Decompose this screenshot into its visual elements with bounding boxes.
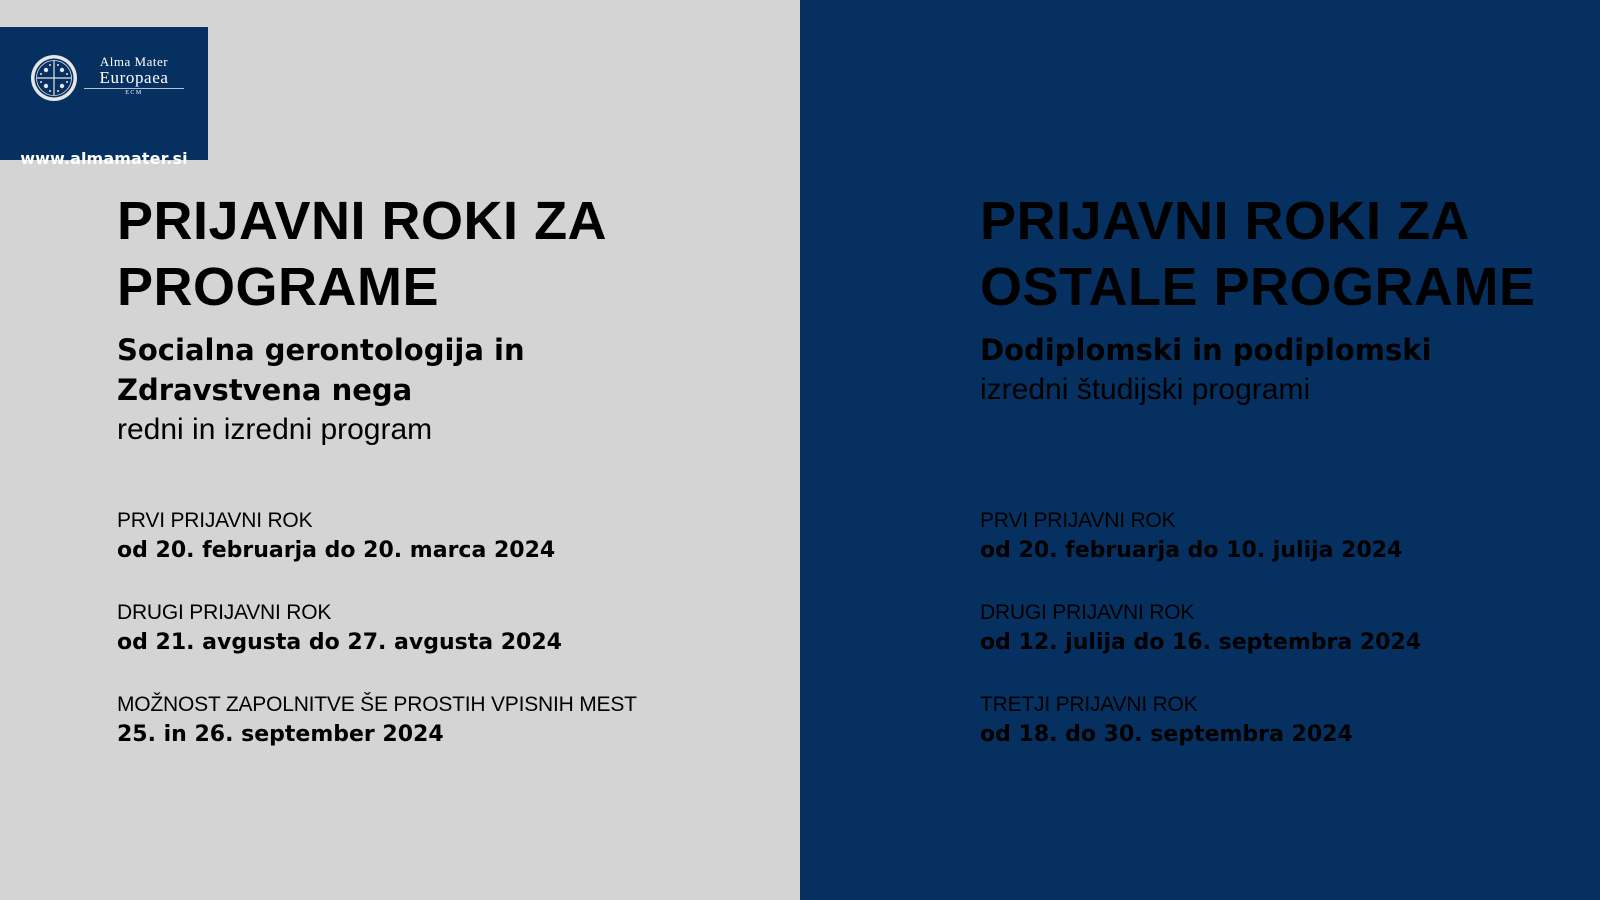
right-heading-block bbox=[980, 188, 1580, 410]
right-subtitle-line-1: Dodiplomski in podiplomski bbox=[980, 333, 1432, 367]
right-title-line-2: OSTALE PROGRAME bbox=[980, 257, 1536, 317]
right-title-line-1: PRIJAVNI ROKI ZA bbox=[980, 191, 1471, 251]
deadline-item bbox=[117, 506, 637, 598]
logo-wordmark bbox=[84, 55, 184, 98]
logo-block[interactable] bbox=[0, 27, 208, 168]
deadline-date: od 18. do 30. septembra 2024 bbox=[980, 722, 1353, 747]
deadline-date: od 12. julija do 16. septembra 2024 bbox=[980, 630, 1422, 655]
deadline-date: od 20. februarja do 10. julija 2024 bbox=[980, 538, 1403, 563]
logo-line-2: Europaea bbox=[84, 69, 184, 89]
left-title-line-2: PROGRAME bbox=[117, 257, 440, 317]
left-subtitle-light: redni in izredni program bbox=[117, 413, 433, 446]
deadline-item bbox=[980, 506, 1421, 598]
left-heading-block bbox=[117, 188, 757, 450]
logo-line-3: ECM bbox=[125, 90, 143, 96]
left-title-line-1: PRIJAVNI ROKI ZA bbox=[117, 191, 608, 251]
university-seal-icon bbox=[30, 54, 78, 102]
logo-line-1: Alma Mater bbox=[99, 54, 169, 69]
deadline-label: DRUGI PRIJAVNI ROK bbox=[117, 601, 332, 624]
deadline-item bbox=[117, 598, 637, 690]
deadline-label: TRETJI PRIJAVNI ROK bbox=[980, 693, 1198, 716]
deadline-label: DRUGI PRIJAVNI ROK bbox=[980, 601, 1195, 624]
deadline-label: PRVI PRIJAVNI ROK bbox=[117, 509, 313, 532]
left-deadlines bbox=[117, 506, 637, 782]
deadline-item bbox=[980, 690, 1421, 782]
deadline-label: PRVI PRIJAVNI ROK bbox=[980, 509, 1176, 532]
deadline-date: 25. in 26. september 2024 bbox=[117, 722, 444, 747]
left-subtitle-line-2: Zdravstvena nega bbox=[117, 373, 413, 407]
right-subtitle-light: izredni študijski programi bbox=[980, 373, 1311, 406]
website-link[interactable]: www.almamater.si bbox=[20, 149, 188, 168]
deadline-item bbox=[117, 690, 637, 782]
right-deadlines bbox=[980, 506, 1421, 782]
deadline-item bbox=[980, 598, 1421, 690]
deadline-label: MOŽNOST ZAPOLNITVE ŠE PROSTIH VPISNIH MEST bbox=[117, 693, 637, 716]
deadline-date: od 21. avgusta do 27. avgusta 2024 bbox=[117, 630, 562, 655]
left-subtitle-line-1: Socialna gerontologija in bbox=[117, 333, 525, 367]
deadline-date: od 20. februarja do 20. marca 2024 bbox=[117, 538, 556, 563]
